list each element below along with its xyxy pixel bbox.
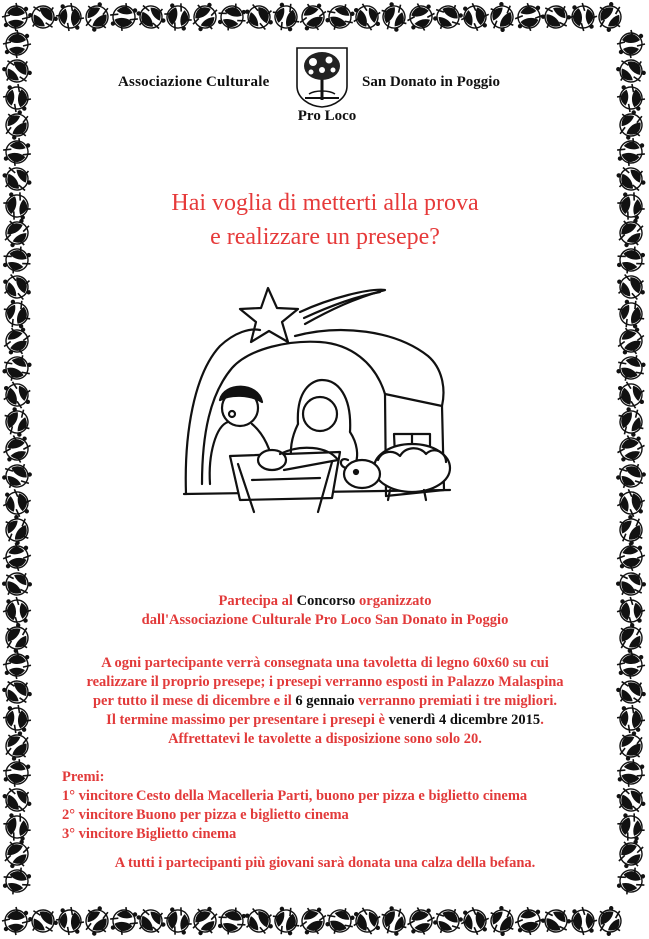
border-ornament [612, 403, 649, 441]
border-ornament [0, 296, 35, 332]
border-ornament [617, 30, 645, 58]
border-ornament [23, 0, 63, 37]
border-ornament [0, 510, 37, 549]
nativity-illustration [180, 284, 454, 528]
border-ornament [536, 901, 575, 939]
details-line-4: Il termine massimo per presentare i presepi è venerdì 4 dicembre 2015. [106, 712, 544, 728]
tree-emblem-icon [289, 46, 355, 108]
border-ornament [268, 903, 304, 939]
border-ornament [612, 268, 649, 306]
prize-row: 2° vincitore Buono per pizza e biglietto cinema [62, 807, 349, 823]
border-ornament [536, 0, 575, 37]
border-ornament [0, 835, 36, 873]
border-ornament [568, 906, 597, 935]
border-ornament [614, 432, 648, 466]
border-ornament [0, 864, 34, 899]
border-ornament [614, 810, 648, 844]
border-ornament [240, 902, 278, 939]
border-ornament [322, 0, 359, 35]
headline-line-2: e realizzare un presepe? [210, 224, 440, 250]
border-ornament [322, 903, 359, 939]
border-ornament [590, 0, 630, 37]
border-ornament [614, 864, 649, 899]
border-ornament [2, 704, 32, 734]
border-ornament [0, 214, 36, 252]
prize-row: 1° vincitore Cesto della Macelleria Parti, buono per pizza e biglietto cinema [62, 788, 528, 804]
border-ornament [612, 214, 649, 252]
border-ornament [186, 902, 224, 939]
border-ornament [613, 377, 649, 413]
border-ornament [375, 0, 413, 36]
border-ornament [375, 902, 413, 939]
border-ornament [614, 243, 649, 278]
border-ornament [2, 907, 30, 935]
border-ornament [0, 160, 36, 199]
border-ornament [429, 0, 468, 36]
border-ornament [0, 403, 36, 441]
details-line-1: A ogni partecipante verrà consegnata una tavoletta di legno 60x60 su cui [101, 655, 549, 671]
border-ornament [55, 2, 85, 32]
border-ornament [0, 726, 37, 765]
border-ornament [108, 905, 140, 937]
border-ornament [0, 268, 36, 306]
border-ornament [615, 136, 647, 168]
border-ornament [1, 541, 32, 572]
border-ornament [268, 0, 304, 35]
border-ornament [429, 902, 468, 939]
details-line-2: realizzare il proprio presepe; i presepi verranno esposti in Palazzo Malaspina [86, 674, 564, 690]
border-ornament [404, 0, 438, 34]
border-ornament [0, 377, 35, 413]
border-ornament [0, 432, 34, 466]
border-ornament [2, 3, 30, 31]
border-ornament [55, 906, 85, 936]
border-ornament [1, 757, 33, 789]
border-ornament [295, 0, 332, 35]
border-ornament [2, 596, 31, 625]
border-ornament [108, 1, 140, 33]
border-ornament [615, 487, 648, 520]
border-ornament [404, 904, 438, 938]
border-ornament [132, 902, 171, 939]
border-ornament [617, 651, 645, 679]
border-ornament [161, 0, 194, 33]
border-ornament [613, 296, 649, 332]
border-ornament [611, 618, 649, 658]
border-ornament [0, 618, 37, 658]
association-name-left: Associazione Culturale [118, 74, 270, 90]
border-ornament [0, 189, 33, 222]
closing-line: A tutti i partecipanti più giovani sarà donata una calza della befana. [114, 855, 536, 871]
prizes-block [62, 768, 592, 844]
border-ornament [513, 905, 544, 936]
prize-row: 3° vincitore Biglietto cinema [62, 826, 237, 842]
border-ornament [186, 0, 224, 36]
border-ornament [3, 30, 31, 58]
border-ornament [568, 2, 597, 31]
border-ornament [161, 904, 194, 937]
border-ornament [349, 0, 385, 35]
border-ornament [615, 757, 647, 789]
border-ornament [0, 781, 36, 820]
border-ornament [349, 903, 385, 939]
border-ornament [612, 835, 649, 873]
border-ornament [1, 487, 34, 520]
border-ornament [612, 457, 649, 496]
border-ornament [77, 901, 116, 939]
border-ornament [482, 901, 521, 939]
intro-line-2: dall'Associazione Culturale Pro Loco San Donato in Poggio [141, 612, 509, 628]
border-ornament [0, 350, 35, 387]
pro-loco-label: Pro Loco [297, 108, 357, 124]
border-ornament [616, 704, 646, 734]
border-ornament [215, 904, 250, 939]
border-ornament [459, 1, 492, 34]
intro-block [60, 592, 590, 630]
details-block [60, 654, 590, 749]
intro-line-1: Partecipa al Concorso organizzato [218, 593, 432, 609]
border-ornament [295, 903, 332, 939]
border-ornament [616, 596, 645, 625]
border-ornament [0, 243, 34, 278]
border-ornament [613, 323, 649, 360]
border-ornament [2, 83, 32, 113]
border-ornament [612, 781, 649, 820]
details-line-3: per tutto il mese di dicembre e il 6 gennaio verranno premiati i tre migliori. [92, 693, 558, 709]
prizes-title: Premi: [62, 769, 105, 785]
association-name-right: San Donato in Poggio [362, 74, 500, 90]
border-ornament [615, 541, 646, 572]
border-ornament [513, 1, 544, 32]
border-ornament [0, 457, 36, 496]
border-ornament [3, 651, 31, 679]
headline-line-1: Hai voglia di metterti alla prova [171, 190, 479, 216]
border-ornament [614, 189, 647, 222]
border-ornament [215, 0, 250, 34]
border-ornament [612, 160, 649, 199]
border-ornament [1, 136, 33, 168]
border-ornament [240, 0, 278, 36]
border-ornament [0, 323, 35, 360]
border-ornament [0, 810, 34, 844]
border-ornament [459, 905, 492, 938]
details-line-5: Affrettatevi le tavolette a disposizione sono solo 20. [168, 731, 482, 747]
header [112, 44, 542, 136]
headline [60, 186, 590, 254]
border-ornament [616, 83, 646, 113]
border-ornament [613, 350, 649, 387]
